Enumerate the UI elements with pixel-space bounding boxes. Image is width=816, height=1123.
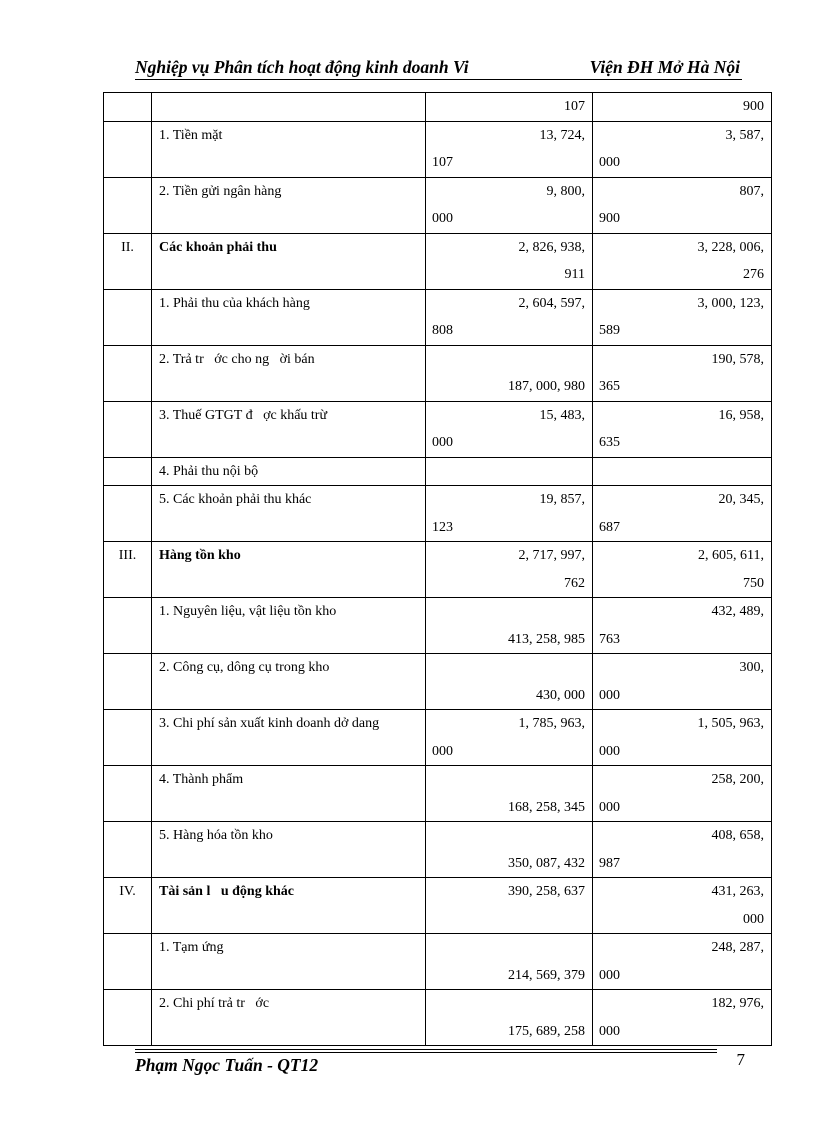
row-label: Tài sản l u động khác bbox=[152, 878, 426, 934]
value-cell-previous bbox=[426, 710, 593, 766]
value-cell-current bbox=[593, 934, 772, 990]
value-line-2: 911 bbox=[564, 267, 585, 282]
row-number bbox=[104, 457, 152, 486]
value-cell-previous bbox=[426, 177, 593, 233]
value-cell-previous bbox=[426, 934, 593, 990]
value-cell-current bbox=[593, 486, 772, 542]
value-line-2: 000 bbox=[432, 211, 453, 226]
row-number bbox=[104, 598, 152, 654]
value-line-2: 413, 258, 985 bbox=[508, 631, 585, 647]
value-cell-previous bbox=[426, 822, 593, 878]
value-line-1 bbox=[426, 346, 585, 374]
value-line-1 bbox=[426, 934, 585, 962]
table-row bbox=[104, 542, 772, 598]
value-line-2: 000 bbox=[432, 743, 453, 759]
row-number bbox=[104, 345, 152, 401]
value-line-2 bbox=[426, 906, 585, 934]
row-label: 2. Trả tr ớc cho ng ời bán bbox=[152, 345, 426, 401]
row-number bbox=[104, 177, 152, 233]
value-line-1: 3, 587, bbox=[725, 127, 764, 143]
row-label: 4. Phải thu nội bộ bbox=[152, 457, 426, 486]
value-line-1: 1, 505, 963, bbox=[697, 716, 764, 731]
table-row bbox=[104, 990, 772, 1046]
row-label: 2. Tiền gửi ngân hàng bbox=[152, 177, 426, 233]
value-line-2: 750 bbox=[743, 575, 764, 591]
table-row bbox=[104, 486, 772, 542]
value-line-1: 19, 857, bbox=[539, 492, 585, 507]
value-line-2: 808 bbox=[432, 323, 453, 338]
value-line-1: 390, 258, 637 bbox=[508, 884, 585, 899]
row-number bbox=[104, 93, 152, 122]
value-line-2: 000 bbox=[432, 435, 453, 450]
value-cell-current bbox=[593, 710, 772, 766]
value-line-2: 365 bbox=[599, 379, 620, 394]
value-line-2: 900 bbox=[599, 211, 620, 226]
value-cell-current bbox=[593, 990, 772, 1046]
row-number bbox=[104, 289, 152, 345]
row-number bbox=[104, 486, 152, 542]
footer-divider bbox=[135, 1049, 717, 1050]
row-label: 1. Tiền mặt bbox=[152, 121, 426, 177]
footer-author: Phạm Ngọc Tuấn - QT12 bbox=[135, 1055, 319, 1075]
row-label: 5. Các khoản phải thu khác bbox=[152, 486, 426, 542]
footer-divider-2 bbox=[135, 1052, 717, 1053]
value-cell-current bbox=[593, 289, 772, 345]
value-line-1 bbox=[426, 654, 585, 682]
value-cell-current bbox=[593, 121, 772, 177]
value-line-1: 2, 605, 611, bbox=[698, 548, 764, 563]
value-line-1 bbox=[426, 990, 585, 1018]
value-line-2: 763 bbox=[599, 631, 620, 647]
value-line-2: 168, 258, 345 bbox=[508, 799, 585, 815]
value-cell-current bbox=[593, 598, 772, 654]
value-line-1: 13, 724, bbox=[539, 127, 585, 143]
table-row bbox=[104, 345, 772, 401]
table-row bbox=[104, 710, 772, 766]
value-cell-previous bbox=[426, 542, 593, 598]
row-number: II. bbox=[104, 233, 152, 289]
value-cell-current bbox=[593, 654, 772, 710]
value-line-1: 2, 717, 997, bbox=[518, 548, 585, 563]
value-cell-previous bbox=[426, 878, 593, 934]
value-cell-current bbox=[593, 177, 772, 233]
value-line-1: 408, 658, bbox=[711, 828, 764, 843]
table-row bbox=[104, 289, 772, 345]
value-line-1: 431, 263, bbox=[711, 884, 764, 899]
value-line-1 bbox=[593, 458, 764, 486]
value-line-1: 248, 287, bbox=[711, 940, 764, 955]
row-label: 3. Chi phí sản xuất kinh doanh dở dang bbox=[152, 710, 426, 766]
value-line-2: 000 bbox=[599, 743, 620, 759]
value-line-1: 258, 200, bbox=[711, 772, 764, 787]
header-title: Nghiệp vụ Phân tích hoạt động kinh doanh Vi bbox=[135, 57, 469, 77]
table-row bbox=[104, 177, 772, 233]
value-line-1: 190, 578, bbox=[711, 351, 764, 367]
header-institution: Viện ĐH Mở Hà Nội bbox=[589, 57, 740, 77]
value-cell-previous bbox=[426, 289, 593, 345]
value-cell-current bbox=[593, 233, 772, 289]
value-line-2: 589 bbox=[599, 323, 620, 338]
value-line-2: 762 bbox=[564, 575, 585, 591]
value-cell-current bbox=[593, 345, 772, 401]
balance-table bbox=[103, 92, 772, 1046]
value-line-1 bbox=[426, 766, 585, 794]
table-row bbox=[104, 401, 772, 457]
value-line-2: 000 bbox=[599, 155, 620, 170]
value-line-1: 9, 800, bbox=[546, 183, 585, 199]
value-cell-previous bbox=[426, 766, 593, 822]
value-line-2: 687 bbox=[599, 519, 620, 535]
value-line-1: 900 bbox=[743, 99, 764, 114]
table-row bbox=[104, 233, 772, 289]
table-row bbox=[104, 766, 772, 822]
value-cell-current bbox=[593, 457, 772, 486]
value-line-2: 000 bbox=[599, 1023, 620, 1039]
value-line-1: 182, 976, bbox=[711, 996, 764, 1011]
row-number bbox=[104, 710, 152, 766]
table-row bbox=[104, 93, 772, 122]
row-label: 1. Tạm ứng bbox=[152, 934, 426, 990]
value-cell-current bbox=[593, 878, 772, 934]
value-line-1: 2, 826, 938, bbox=[518, 239, 585, 255]
value-line-2: 175, 689, 258 bbox=[508, 1023, 585, 1039]
value-cell-current bbox=[593, 93, 772, 122]
table-row bbox=[104, 654, 772, 710]
row-label: 1. Phải thu của khách hàng bbox=[152, 289, 426, 345]
value-line-1: 432, 489, bbox=[711, 604, 764, 619]
page-header bbox=[135, 57, 742, 81]
table-row bbox=[104, 878, 772, 934]
value-cell-previous bbox=[426, 654, 593, 710]
row-number bbox=[104, 121, 152, 177]
row-number bbox=[104, 654, 152, 710]
value-cell-previous bbox=[426, 598, 593, 654]
row-label: Các khoản phải thu bbox=[152, 233, 426, 289]
table-row bbox=[104, 822, 772, 878]
row-number: IV. bbox=[104, 878, 152, 934]
value-line-1: 16, 958, bbox=[718, 407, 764, 423]
page-number: 7 bbox=[736, 1050, 745, 1069]
row-number bbox=[104, 822, 152, 878]
header-divider bbox=[135, 79, 742, 80]
value-line-2: 000 bbox=[599, 687, 620, 703]
value-line-1 bbox=[426, 598, 585, 626]
value-line-1: 15, 483, bbox=[539, 407, 585, 423]
row-label bbox=[152, 93, 426, 122]
row-label: Hàng tồn kho bbox=[152, 542, 426, 598]
value-cell-previous bbox=[426, 93, 593, 122]
value-cell-current bbox=[593, 822, 772, 878]
row-label: 3. Thuế GTGT đ ợc khấu trừ bbox=[152, 401, 426, 457]
value-line-1: 20, 345, bbox=[718, 492, 764, 507]
table-body bbox=[104, 93, 772, 1046]
value-line-2: 107 bbox=[432, 155, 453, 170]
value-line-2: 350, 087, 432 bbox=[508, 855, 585, 871]
value-line-2: 430, 000 bbox=[536, 687, 585, 703]
row-number: III. bbox=[104, 542, 152, 598]
row-number bbox=[104, 401, 152, 457]
table-row bbox=[104, 598, 772, 654]
row-label: 4. Thành phẩm bbox=[152, 766, 426, 822]
value-cell-current bbox=[593, 401, 772, 457]
value-cell-previous bbox=[426, 121, 593, 177]
value-line-2: 635 bbox=[599, 435, 620, 450]
row-number bbox=[104, 934, 152, 990]
value-line-2: 123 bbox=[432, 519, 453, 535]
value-line-1: 2, 604, 597, bbox=[518, 295, 585, 311]
value-line-1 bbox=[426, 458, 585, 486]
value-line-1: 3, 228, 006, bbox=[697, 239, 764, 255]
row-label: 2. Công cụ, dông cụ trong kho bbox=[152, 654, 426, 710]
value-cell-previous bbox=[426, 990, 593, 1046]
row-number bbox=[104, 990, 152, 1046]
value-line-2: 276 bbox=[743, 267, 764, 282]
value-line-2: 000 bbox=[599, 799, 620, 815]
value-line-2: 187, 000, 980 bbox=[508, 379, 585, 394]
value-cell-previous bbox=[426, 457, 593, 486]
row-label: 5. Hàng hóa tồn kho bbox=[152, 822, 426, 878]
value-line-1 bbox=[426, 822, 585, 850]
row-number bbox=[104, 766, 152, 822]
value-line-1: 1, 785, 963, bbox=[518, 716, 585, 731]
value-cell-previous bbox=[426, 486, 593, 542]
value-line-1: 3, 000, 123, bbox=[697, 295, 764, 311]
table-row bbox=[104, 457, 772, 486]
value-line-2: 214, 569, 379 bbox=[508, 967, 585, 983]
page-footer bbox=[135, 1050, 751, 1079]
value-line-2: 000 bbox=[599, 967, 620, 983]
value-cell-current bbox=[593, 542, 772, 598]
value-line-1: 807, bbox=[739, 183, 764, 199]
value-line-1: 107 bbox=[564, 99, 585, 114]
row-label: 1. Nguyên liệu, vật liệu tồn kho bbox=[152, 598, 426, 654]
value-line-2: 000 bbox=[743, 911, 764, 927]
value-cell-previous bbox=[426, 233, 593, 289]
row-label: 2. Chi phí trả tr ớc bbox=[152, 990, 426, 1046]
table-row bbox=[104, 121, 772, 177]
value-cell-previous bbox=[426, 345, 593, 401]
table-row bbox=[104, 934, 772, 990]
value-cell-previous bbox=[426, 401, 593, 457]
value-line-2: 987 bbox=[599, 855, 620, 871]
value-cell-current bbox=[593, 766, 772, 822]
value-line-1: 300, bbox=[739, 660, 764, 675]
